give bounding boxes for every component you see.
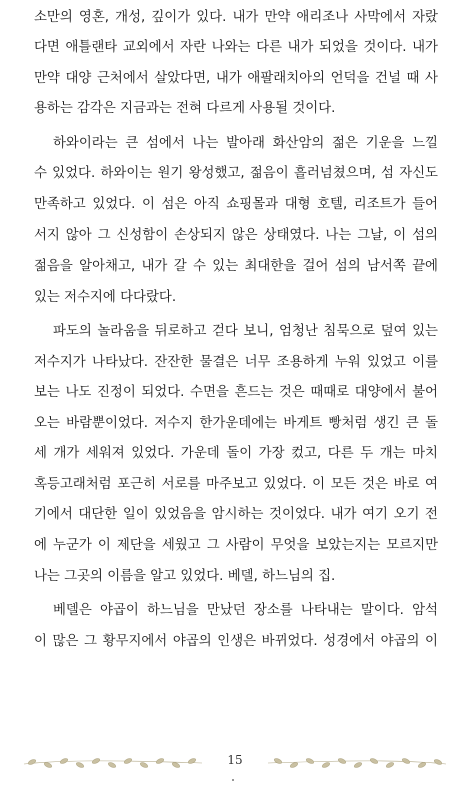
text-line: 나는 그곳의 이름을 알고 있었다. 베델, 하느님의 집. (34, 569, 336, 584)
paragraph-first-line: 베델은 야곱이 하느님을 만났던 장소를 나타내는 말이다. 암석 (53, 603, 438, 618)
text-line: 저수지가 나타났다. 잔잔한 물결은 너무 조용하게 누워 있었고 이를 (34, 355, 438, 370)
paragraph-first-line: 하와이라는 큰 섬에서 나는 발아래 화산암의 젊은 기운을 느낄 (53, 136, 438, 151)
text-line: 오는 바람뿐이었다. 저수지 한가운데에는 바게트 빵처럼 생긴 큰 돌 (34, 416, 438, 431)
page-footer (22, 752, 448, 774)
scan-dot (232, 779, 234, 781)
text-line: 용하는 감각은 지금과는 전혀 다르게 사용될 것이다. (34, 101, 336, 116)
text-line: 세 개가 세워져 있었다. 가운데 돌이 가장 컸고, 다른 두 개는 마치 (34, 446, 438, 461)
page-number: 15 (227, 753, 243, 767)
paragraph-first-line: 파도의 놀라움을 뒤로하고 걷다 보니, 엄청난 침묵으로 덮여 있는 (53, 324, 438, 339)
text-line: 혹등고래처럼 포근히 서로를 마주보고 있었다. 이 모든 것은 바로 여 (34, 477, 438, 492)
text-line: 이 많은 그 황무지에서 야곱의 인생은 바뀌었다. 성경에서 야곱의 이 (34, 634, 438, 649)
text-line: 에 누군가 이 제단을 세웠고 그 사람이 무엇을 보았는지는 모르지만 (34, 538, 438, 553)
text-line: 보는 나도 진정이 되었다. 수면을 흔드는 것은 때때로 대양에서 불어 (34, 385, 438, 400)
text-line: 젊음을 알아채고, 내가 갈 수 있는 최대한을 걸어 섬의 남서쪽 끝에 (34, 259, 438, 274)
text-line: 서지 않아 그 신성함이 손상되지 않은 상태였다. 나는 그날, 이 섬의 (34, 228, 438, 243)
text-line: 만족하고 있었다. 이 섬은 아직 쇼핑몰과 대형 호텔, 리조트가 들어 (34, 197, 438, 212)
text-line: 수 있었다. 하와이는 원기 왕성했고, 젊음이 흘러넘쳤으며, 섬 자신도 (34, 166, 438, 181)
text-line: 소만의 영혼, 개성, 깊이가 있다. 내가 만약 애리조나 사막에서 자랐 (34, 10, 438, 25)
text-line: 다면 애틀랜타 교외에서 자란 나와는 다른 내가 되었을 것이다. 내가 (34, 40, 438, 55)
text-line: 있는 저수지에 다다랐다. (34, 290, 177, 305)
text-line: 만약 대양 근처에서 살았다면, 내가 애팔래치아의 언덕을 건널 때 사 (34, 71, 438, 86)
text-line: 기에서 대단한 일이 있었음을 암시하는 것이었다. 내가 여기 오기 전 (34, 507, 438, 522)
